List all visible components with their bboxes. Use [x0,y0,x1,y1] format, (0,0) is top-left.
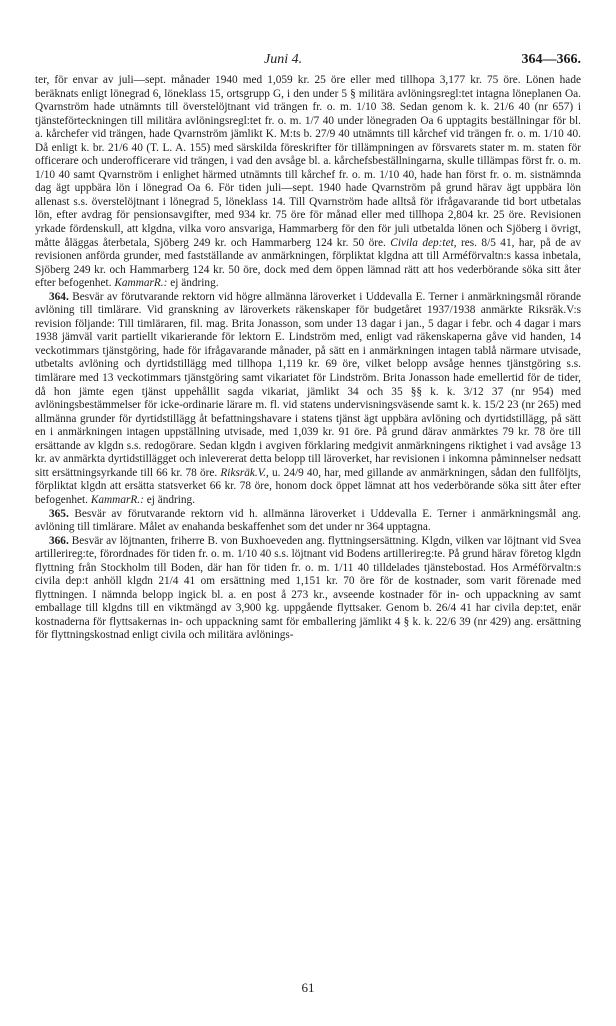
paragraph-365 [35,508,581,535]
case-number: 366. [49,534,69,547]
text-run: ter, för envar av juli—sept. månader 1940 med 1,059 kr. 25 öre eller med tillhopa 3,177 kr. 75 öre. Lönen hade beräknats enligt lönegrad 6, löneklass 15, ortsgrupp G, i den under 5 § militära avlöningsregl:tet intagna löneplanen Oa. Qvarnström hade utnämnts till överstelöjtnant vid trängen fr. o. m. 1/10 38. Sedan genom k. k. 21/6 40 (nr 657) i tjänsteförteckningen till militära avlöningsregl:tet fr. o. m. 1/7 40 under lönegraden Oa 6 upptagits beställningar för bl. a. kårchefer vid trängen, hade Qvarnström jämlikt K. M:ts b. 27/9 40 utnämnts till kårchef vid trängen fr. o. m. 1/10 40. Då enligt k. br. 21/6 40 (T. L. A. 155) med särskilda föreskrifter för tillämpningen av försvarets stater m. m. staten för officerare och underofficerare vid trängen, i vad den avsåge bl. a. kårchefsbeställningarna, skulle tillämpas först fr. o. m. 1/10 40 samt Qvarnström i enlighet härmed utnämnts till kårchef fr. o. m. 1/10 40, hade han först fr. o. m. sistnämnda dag ägt uppbära lön i lönegrad Oa 6. För tiden juli—sept. 1940 hade Qvarnström på grund härav ägt uppbära lön allenast s.s. överstelöjtnant i lönegrad 5, löneklass 14. Till Qvarnström hade alltså för ifrågavarande tid bort utbetalas lön, efter avdrag för pensionsavgifter, med 934 kr. 75 öre för månad eller med tillhopa 2,804 kr. 25 öre. Revisionen yrkade fördenskull, att klgdna, vilka voro ansvariga, Hammarberg för den för juli utbetalda lönen och Sjöberg i övrigt, måtte åläggas återbetala, Sjöberg 249 kr. och Hammarberg 124 kr. 50 öre. [35,74,581,249]
italic-text: KammarR.: [114,277,168,290]
paragraph-364 [35,291,581,508]
text-run: Besvär av löjtnanten, friherre B. von Buxhoeveden ang. flyttningsersättning. Klgdn, vilken var löjtnant vid Svea artillerireg:te, förordnades för tiden fr. o. m. 1/10 40 s.s. löjtnant vid Bodens artillerireg:te. På grund härav företog klgdn flyttning från Stockholm till Boden, där han för tiden fr. o. m. 1/11 40 tilldelades tjänstebostad. Hos Arméförvaltn:s civila dep:t anhöll klgdn 21/4 41 om ersättning med 1,151 kr. 70 öre för de kostnader, som varit förenade med flyttningen. I nämnda belopp ingick bl. a. en post å 273 kr., avseende kostnader för in- och uppackning av samt emballage till klgdns till en viktmängd av 3,900 kg. uppgående flyttsaker. Genom b. 26/4 41 har civila dep:tet, enär kostnaderna för flyttsakernas in- och uppackning samt för emballering jämlikt 4 § k. k. 22/6 39 (nr 429) ang. ersättning för flyttningskostnad enligt civila och militära avlönings- [35,534,581,642]
case-number: 364. [49,290,69,303]
text-run: res. 8/5 41, har, på de av revisionen anförda grunder, med fastställande av anmärkningen, förpliktat klgdna att till Arméförvaltn:s kassa inbetala, Sjöberg 249 kr. och Hammarberg 124 kr. 50 öre, dock med dem öppen lämnad rätt att hos vederbörande söka sitt åter efter befogenhet. [35,236,581,290]
italic-text: Riksräk.V., [220,466,269,479]
case-number: 365. [49,507,69,520]
text-run: Besvär av förutvarande rektorn vid högre allmänna läroverket i Uddevalla E. Terner i anmärkningsmål rörande avlöning till timlärare. Vid granskning av läroverkets räkenskaper för budgetåret 1937/1938 anmärkte Riksräk.V:s revision följande: Till timläraren, fil. mag. Brita Jonasson, som under 13 dagar i jan., 5 dagar i febr. och 4 dagar i mars 1938 jämväl varit partiellt vikarierande för lektorn E. Lindström med, enligt vad räkenskaperna gåve vid handen, 14 veckotimmars tjänstgöring, hade för ifrågavarande månader, på sätt en i anmärkningen intagen tablå närmare utvisade, utbetalts avlöning och dyrtidstillägg med tillhopa 1,119 kr. 69 öre, vilket belopp avsåge hennes tjänstgöring s.s. timlärare med 13 veckotimmars tjänstgöring samt vikariatet för Lindström. Brita Jonasson hade emellertid för de tider, då hon jämte egen tjänst uppehållit sagda vikariat, jämlikt 34 och 35 §§ k. k. 3/12 37 (nr 954) med avlöningsbestämmelser för icke-ordinarie lärare m. fl. vid statens undervisningsväsende samt k. k. 15/2 23 (nr 265) med allmänna grunder för dyrtidstillägg åt befattningshavare i statens tjänst ägt uppbära avlöning och dyrtidstillägg, på sätt en i anmärkningen intagen uppställning utvisade, med 1,039 kr. 91 öre. På grund därav anmärktes 79 kr. 78 öre till ersättande av klgdn s.s. redogörare. Sedan klgdn i avgiven förklaring medgivit anmärkningens riktighet i vad avsåge 13 kr. av anmärkta dyrtidstillägget och inlevererat detta belopp till läroverket, har revisionen i inkomna påminnelser nedsatt sitt ersättningsyrkande till 66 kr. 78 öre. [35,290,581,479]
italic-text: Civila dep:tet, [390,236,457,249]
paragraph-363-continuation [35,74,581,291]
text-run: Besvär av förutvarande rektorn vid h. allmänna läroverket i Uddevalla E. Terner i anmärkningsmål ang. avlöning till timlärare. Målet av enahanda beskaffenhet som det under nr 364 upptagna. [35,507,581,534]
italic-text: KammarR.: [90,493,144,506]
page-number: 61 [301,980,315,995]
header-date: Juni 4. [264,52,303,67]
text-run: u. 24/9 40, har, med gillande av anmärkningen, sådan den fullföljts, förpliktat klgdn att ersätta statsverket 66 kr. 78 öre, honom dock öppet lämnat att hos vederbörande söka sitt åter efter befogenhet. [35,466,581,506]
body-text [35,74,581,643]
paragraph-366 [35,535,581,643]
running-header [0,52,616,72]
text-run: ej ändring. [143,493,196,506]
text-run: ej ändring. [167,277,219,290]
header-case-range: 364—366. [521,52,581,67]
